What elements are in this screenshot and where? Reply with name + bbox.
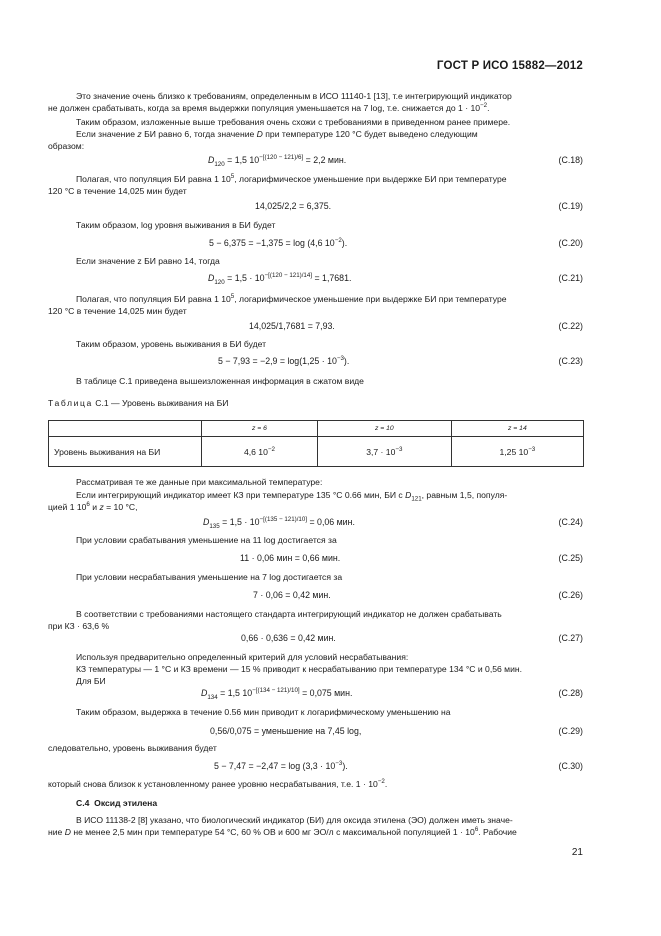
text-line: цией 1 $10^6$ и z = 10 °С,: [48, 501, 138, 512]
text-line: При условии несрабатывания уменьшение на 7 log достигается за: [76, 572, 343, 582]
equation-c18: $D_{120} = 1,5$ $10^{-[(120 - 121)/6]} = 2,2$ мин.: [208, 154, 347, 168]
text-line: 120 °С в течение 14,025 мин будет: [48, 186, 187, 196]
equation-number: (С.24): [558, 517, 583, 527]
table-header-cell: [49, 421, 202, 437]
equation-number: (С.29): [558, 726, 583, 736]
equation-number: (С.23): [558, 356, 583, 366]
equation-c27: 0,66 · 0,636 = 0,42 мин.: [241, 633, 336, 643]
text-line: Рассматривая те же данные при максимальной температуре:: [76, 477, 323, 487]
table-cell: 4,6 $10^{-2}$: [202, 437, 318, 467]
text-line: Таким образом, выдержка в течение 0.56 мин приводит к логарифмическому уменьшению на: [76, 707, 451, 717]
equation-number: (С.19): [558, 201, 583, 211]
equation-number: (С.30): [558, 761, 583, 771]
equation-number: (С.27): [558, 633, 583, 643]
text-line: Если значение z БИ равно 14, тогда: [76, 256, 220, 266]
table-header-cell: z = 14: [451, 421, 583, 437]
equation-number: (С.26): [558, 590, 583, 600]
table-caption: Таблица С.1 — Уровень выживания на БИ: [48, 398, 229, 408]
text-line: В соответствии с требованиями настоящего стандарта интегрирующий индикатор не должен срабатывать: [76, 609, 502, 619]
text-line: Для БИ: [76, 676, 106, 686]
equation-c20: 5 − 6,375 = −1,375 = log (4,6 $10^{-2}$).: [209, 237, 348, 248]
text-line: следовательно, уровень выживания будет: [48, 743, 217, 753]
text-line: Таким образом, изложенные выше требования очень схожи с требованиями в приведенном ранее примере.: [76, 117, 511, 127]
table-row-label: Уровень выживания на БИ: [49, 437, 202, 467]
equation-number: (С.22): [558, 321, 583, 331]
page-number: 21: [571, 847, 583, 858]
equation-c26: 7 · 0,06 = 0,42 мин.: [253, 590, 331, 600]
table-header-cell: z = 10: [317, 421, 451, 437]
text-line: В ИСО 11138-2 [8] указано, что биологический индикатор (БИ) для оксида этилена (ЭО) должен иметь значе-: [76, 815, 513, 825]
text-line: Используя предварительно определенный критерий для условий несрабатывания:: [76, 652, 409, 662]
equation-number: (С.20): [558, 238, 583, 248]
equation-number: (С.25): [558, 553, 583, 563]
equation-c28: $D_{134} = 1,5$ $10^{-[(134 - 121)/10]} = 0,075$ мин.: [201, 687, 353, 701]
table-header-cell: z = 6: [202, 421, 318, 437]
text-line: Полагая, что популяция БИ равна 1 $10^5$, логарифмическое уменьшение при выдержке БИ при температуре: [76, 293, 507, 304]
equation-number: (С.18): [558, 155, 583, 165]
text-line: В таблице С.1 приведена вышеизложенная информация в сжатом виде: [76, 376, 364, 386]
text-line: Если интегрирующий индикатор имеет КЗ при температуре 135 °С 0.66 мин, БИ с $D_{121}$, равным 1,5, популя-: [76, 490, 508, 503]
text-line: Это значение очень близко к требованиям, определенным в ИСО 11140-1 [13], т.е интегрирующий индикатор: [76, 91, 512, 101]
text-line: который снова близок к установленному ранее уровню несрабатывания, т.е. $1 \cdot 10^{-2}$.: [48, 778, 388, 789]
text-line: Таким образом, log уровня выживания в БИ будет: [76, 220, 276, 230]
table-cell: 1,25 $10^{-3}$: [451, 437, 583, 467]
equation-c25: 11 · 0,06 мин = 0,66 мин.: [240, 553, 341, 563]
survival-table: [48, 420, 584, 467]
equation-c22: 14,025/1,7681 = 7,93.: [249, 321, 335, 331]
text-line: Если значение z БИ равно 6, тогда значение D при температуре 120 °С будет выведено следующим: [76, 129, 478, 139]
equation-c21: $D_{120} = 1,5 \cdot 10^{-[(120 - 121)/14]} = 1,7681$.: [208, 272, 352, 286]
equation-c24: $D_{135} = 1,5 \cdot 10^{-[(135 - 121)/10]} = 0,06$ мин.: [203, 516, 355, 530]
text-line: При условии срабатывания уменьшение на 11 log достигается за: [76, 535, 337, 545]
equation-c23: $5 - 7,93 = -2,9 = \log(1,25 \cdot 10^{-3})$.: [218, 355, 350, 366]
standard-header: ГОСТ Р ИСО 15882—2012: [436, 60, 583, 72]
equation-c29: 0,56/0,075 = уменьшение на 7,45 log,: [210, 726, 362, 736]
equation-c19: 14,025/2,2 = 6,375.: [255, 201, 332, 211]
text-line: образом:: [48, 141, 85, 151]
text-line: Полагая, что популяция БИ равна 1 $10^5$, логарифмическое уменьшение при выдержке БИ при температуре: [76, 173, 507, 184]
text-line: не должен срабатывать, когда за время выдержки популяция уменьшается на 7 log, т.е. снижается до $1 \cdot 10^{-2}$.: [48, 102, 490, 113]
text-line: КЗ температуры — 1 °С и КЗ времени — 15 % приводит к несрабатыванию при температуре 134 °С и 0,56 мин.: [76, 664, 522, 674]
text-line: ние D не менее 2,5 мин при температуре 54 °С, 60 % ОВ и 600 мг ЭО/л с максимальной популяцией $1 \cdot 10^6$. Рабочие: [48, 826, 517, 837]
text-line: 120 °С в течение 14,025 мин будет: [48, 306, 187, 316]
section-heading: С.4 Оксид этилена: [76, 798, 158, 808]
equation-c30: $5 - 7,47 = -2,47 = \log (3,3 \cdot 10^{-3})$.: [214, 760, 348, 771]
table-row: [49, 437, 584, 467]
equation-number: (С.21): [558, 273, 583, 283]
table-header-row: [49, 421, 584, 437]
text-line: Таким образом, уровень выживания в БИ будет: [76, 339, 267, 349]
text-line: при КЗ · 63,6 %: [48, 621, 110, 631]
table-cell: $3,7 \cdot 10^{-3}$: [317, 437, 451, 467]
equation-number: (С.28): [558, 688, 583, 698]
